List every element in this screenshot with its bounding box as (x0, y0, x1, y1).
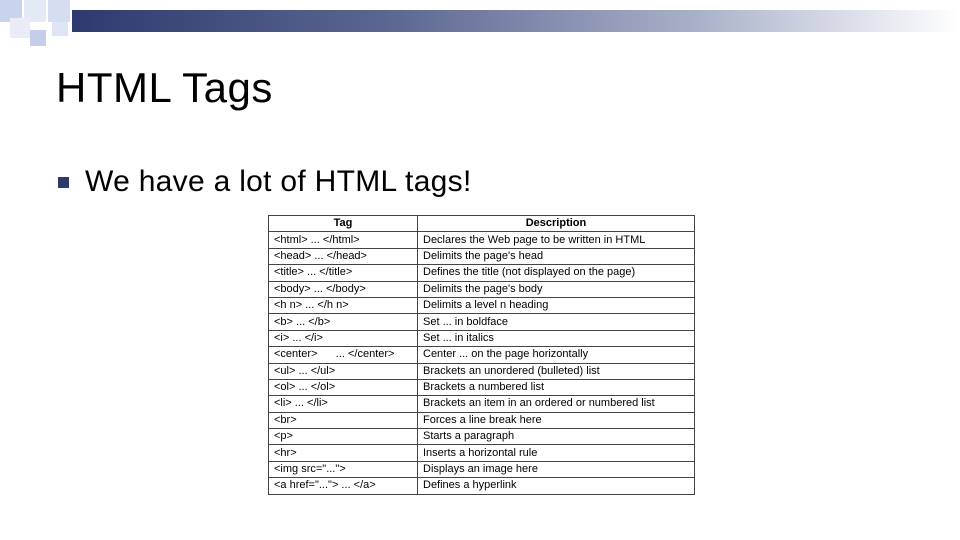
table-row (269, 281, 695, 297)
tag-cell: <img src="..."> (269, 461, 418, 477)
bullet-item (58, 164, 472, 200)
table-row (269, 396, 695, 412)
tag-cell: <br> (269, 412, 418, 428)
description-cell: Brackets a numbered list (418, 379, 695, 395)
decor-square (30, 30, 46, 46)
description-cell: Inserts a horizontal rule (418, 445, 695, 461)
column-header-description: Description (418, 216, 695, 232)
description-cell: Center ... on the page horizontally (418, 347, 695, 363)
decor-square (10, 18, 30, 38)
description-cell: Displays an image here (418, 461, 695, 477)
tag-cell: <title> ... </title> (269, 265, 418, 281)
table-row (269, 461, 695, 477)
description-cell: Delimits a level n heading (418, 297, 695, 313)
tag-cell: <hr> (269, 445, 418, 461)
table-row (269, 363, 695, 379)
table-row (269, 232, 695, 248)
table-row (269, 297, 695, 313)
table-row (269, 265, 695, 281)
header-decoration (0, 0, 960, 50)
description-cell: Starts a paragraph (418, 429, 695, 445)
tag-cell: <i> ... </i> (269, 330, 418, 346)
decor-square (52, 22, 68, 36)
tag-cell: <center> ... </center> (269, 347, 418, 363)
description-cell: Delimits the page's head (418, 248, 695, 264)
description-cell: Defines the title (not displayed on the page) (418, 265, 695, 281)
tag-cell: <h n> ... </h n> (269, 297, 418, 313)
tag-cell: <ol> ... </ol> (269, 379, 418, 395)
page-title: HTML Tags (56, 64, 273, 111)
description-cell: Delimits the page's body (418, 281, 695, 297)
tag-cell: <li> ... </li> (269, 396, 418, 412)
table-row (269, 412, 695, 428)
table-row (269, 379, 695, 395)
table-row (269, 330, 695, 346)
table-row (269, 478, 695, 494)
table-row (269, 429, 695, 445)
tag-cell: <b> ... </b> (269, 314, 418, 330)
tag-cell: <html> ... </html> (269, 232, 418, 248)
tag-cell: <head> ... </head> (269, 248, 418, 264)
description-cell: Set ... in boldface (418, 314, 695, 330)
html-tags-table (268, 215, 695, 495)
column-header-tag: Tag (269, 216, 418, 232)
decor-square (48, 0, 70, 22)
description-cell: Set ... in italics (418, 330, 695, 346)
table-header-row (269, 216, 695, 232)
header-gradient-bar (72, 10, 960, 32)
table-row (269, 248, 695, 264)
description-cell: Defines a hyperlink (418, 478, 695, 494)
description-cell: Brackets an item in an ordered or numbered list (418, 396, 695, 412)
table-row (269, 445, 695, 461)
bullet-text: We have a lot of HTML tags! (85, 165, 472, 198)
table-row (269, 347, 695, 363)
bullet-square-icon (58, 177, 69, 188)
description-cell: Declares the Web page to be written in HTML (418, 232, 695, 248)
tag-cell: <a href="..."> ... </a> (269, 478, 418, 494)
tag-cell: <p> (269, 429, 418, 445)
tag-cell: <ul> ... </ul> (269, 363, 418, 379)
description-cell: Forces a line break here (418, 412, 695, 428)
tag-cell: <body> ... </body> (269, 281, 418, 297)
table-row (269, 314, 695, 330)
description-cell: Brackets an unordered (bulleted) list (418, 363, 695, 379)
